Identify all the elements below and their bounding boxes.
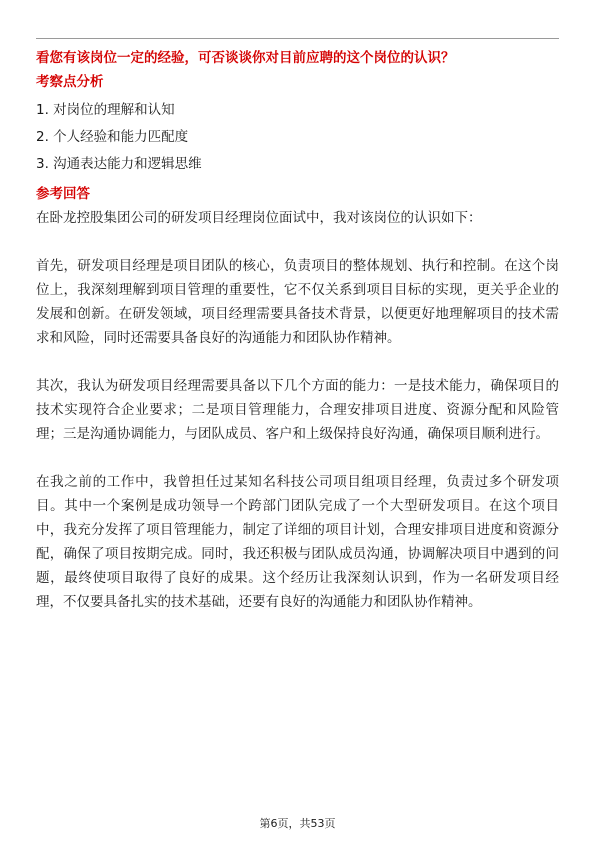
analysis-point: 1. 对岗位的理解和认知 bbox=[36, 102, 175, 118]
analysis-title: 考察点分析 bbox=[36, 74, 104, 90]
paragraph-gap bbox=[36, 230, 559, 254]
paragraph-gap bbox=[36, 446, 559, 470]
document-body bbox=[36, 46, 559, 614]
answer-intro: 在卧龙控股集团公司的研发项目经理岗位面试中，我对该岗位的认识如下： bbox=[36, 210, 482, 226]
answer-paragraph-1: 首先，研发项目经理是项目团队的核心，负责项目的整体规划、执行和控制。在这个岗位上，我深刻理解到项目管理的重要性，它不仅关系到项目目标的实现，更关乎企业的发展和创新。在研发领域，项目经理需要具备技术背景，以便更好地理解项目的技术需求和风险，同时还需要具备良好的沟通能力和团队协作精神。 bbox=[36, 258, 559, 346]
question-heading: 看您有该岗位一定的经验，可否谈谈你对目前应聘的这个岗位的认识？ bbox=[36, 50, 455, 66]
header-rule bbox=[36, 38, 559, 39]
analysis-points bbox=[36, 98, 559, 176]
analysis-point: 2. 个人经验和能力匹配度 bbox=[36, 129, 189, 145]
answer-paragraph-2: 其次，我认为研发项目经理需要具备以下几个方面的能力：一是技术能力，确保项目的技术实现符合企业要求；二是项目管理能力，合理安排项目进度、资源分配和风险管理；三是沟通协调能力，与团队成员、客户和上级保持良好沟通，确保项目顺利进行。 bbox=[36, 378, 559, 442]
answer-paragraph-3: 在我之前的工作中，我曾担任过某知名科技公司项目组项目经理，负责过多个研发项目。其中一个案例是成功领导一个跨部门团队完成了一个大型研发项目。在这个项目中，我充分发挥了项目管理能力，制定了详细的项目计划，合理安排项目进度和资源分配，确保了项目按期完成。同时，我还积极与团队成员沟通，协调解决项目中遇到的问题，最终使项目取得了良好的成果。这个经历让我深刻认识到，作为一名研发项目经理，不仅要具备扎实的技术基础，还要有良好的沟通能力和团队协作精神。 bbox=[36, 474, 559, 610]
analysis-point: 3. 沟通表达能力和逻辑思维 bbox=[36, 156, 202, 172]
answer-title: 参考回答 bbox=[36, 186, 90, 202]
page-number: 第6页，共53页 bbox=[259, 817, 336, 830]
paragraph-gap bbox=[36, 350, 559, 374]
